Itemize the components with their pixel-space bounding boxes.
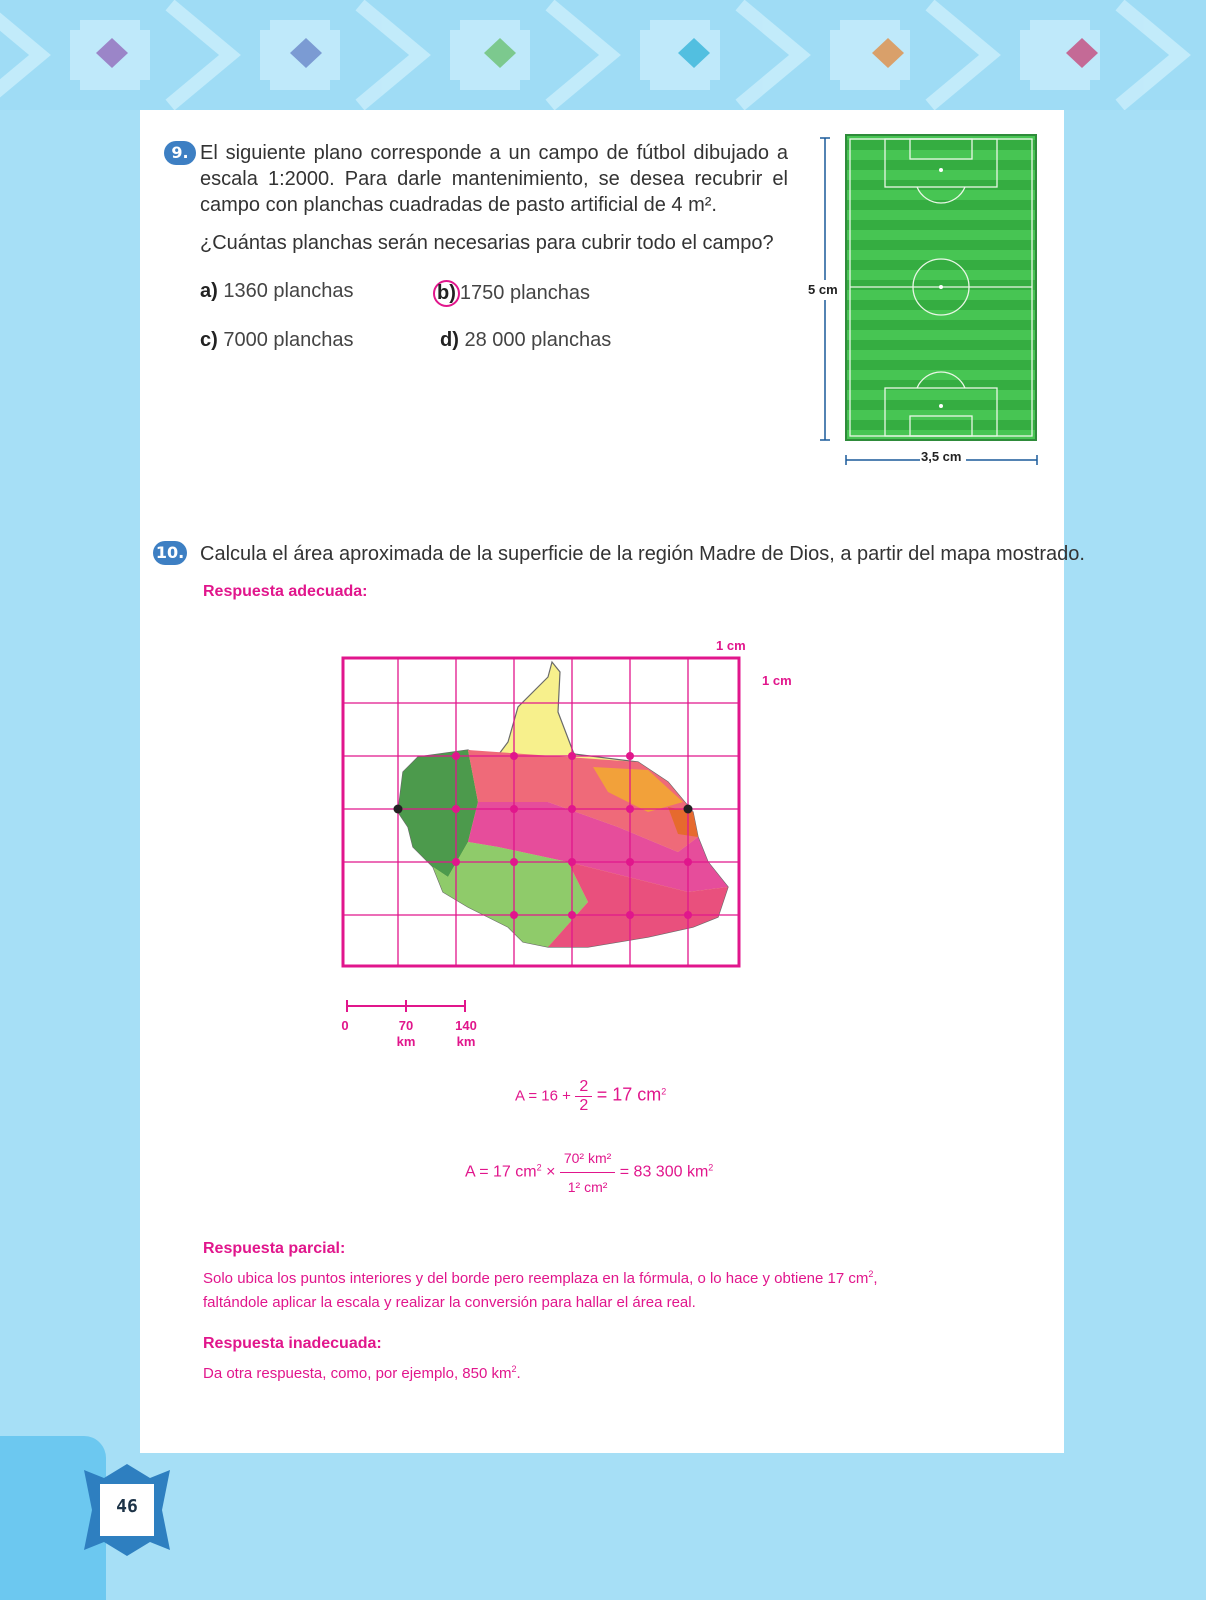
option-b-letter-circled: b) (433, 280, 460, 307)
formula2-lhs-exponent: 2 (536, 1162, 542, 1173)
soccer-field-figure (820, 130, 1060, 480)
inadequate-answer-title: Respuesta inadecuada: (203, 1335, 382, 1352)
decorative-banner (0, 0, 1206, 110)
formula1-rhs-exponent: 2 (661, 1086, 667, 1097)
madre-de-dios-grid-map (340, 655, 760, 1000)
option-b-text: 1750 planchas (459, 282, 590, 304)
partial-answer-exponent: 2 (868, 1269, 874, 1279)
inadequate-answer-text (203, 1357, 521, 1386)
formula-pick-theorem (515, 1078, 666, 1115)
option-c-letter: c) (200, 329, 218, 351)
option-d-text: 28 000 planchas (464, 329, 612, 351)
formula1-rhs: = 17 cm (596, 1084, 662, 1105)
partial-answer-title: Respuesta parcial: (203, 1240, 346, 1257)
width-label: 3,5 cm (921, 449, 962, 464)
region-map (398, 662, 728, 947)
question-10-text: Calcula el área aproximada de la superficie de la región Madre de Dios, a partir del mapa mostrado. (200, 543, 1085, 565)
grid-cell-height-label: 1 cm (762, 673, 792, 688)
scale-label-140-value: 140 (455, 1018, 477, 1033)
scale-bar (345, 1000, 470, 1012)
option-a-letter: a) (200, 280, 218, 302)
scale-label-0-value: 0 (341, 1018, 349, 1033)
formula2-lhs: A = 17 cm (465, 1163, 537, 1181)
formula1-fraction (575, 1078, 592, 1115)
option-c[interactable] (200, 329, 353, 352)
inadequate-answer-exponent: 2 (511, 1364, 517, 1374)
partial-answer-text (203, 1262, 1003, 1315)
option-a[interactable] (200, 280, 353, 303)
question-9-text: El siguiente plano corresponde a un campo de fútbol dibujado a escala 1:2000. Para darle mantenimiento, se desea recubrir el campo con planchas cuadradas de pasto artificial de 4 m². (200, 142, 788, 216)
scale-label-0 (335, 1018, 355, 1034)
formula2-rhs-exponent: 2 (708, 1162, 714, 1173)
height-label: 5 cm (808, 282, 838, 297)
grid-cell-width-label: 1 cm (716, 638, 746, 653)
formula1-lhs: A = 16 + (515, 1087, 571, 1105)
option-d[interactable] (440, 329, 611, 352)
formula1-numerator: 2 (575, 1078, 592, 1097)
formula2-numerator: 70² km² (560, 1150, 615, 1173)
option-d-letter: d) (440, 329, 459, 351)
scale-label-70-unit: km (396, 1034, 416, 1049)
scale-label-70-value: 70 (398, 1018, 414, 1033)
scale-label-70 (386, 1018, 426, 1050)
question-9-prompt: ¿Cuántas planchas serán necesarias para cubrir todo el campo? (200, 232, 774, 254)
inadequate-answer-end: . (516, 1365, 521, 1382)
scale-label-140-unit: km (456, 1034, 476, 1049)
partial-answer-line2: faltándole aplicar la escala y realizar la conversión para hallar el área real. (203, 1294, 696, 1311)
inadequate-answer-body: Da otra respuesta, como, por ejemplo, 850 km (203, 1365, 512, 1382)
question-10-badge: 10. (153, 541, 187, 565)
formula2-denominator: 1² cm² (567, 1179, 608, 1195)
option-b[interactable] (433, 280, 590, 307)
formula2-fraction (560, 1150, 615, 1195)
adequate-answer-title: Respuesta adecuada: (203, 583, 368, 600)
page-number: 46 (116, 1496, 138, 1517)
question-9-badge: 9. (164, 141, 196, 165)
option-c-text: 7000 planchas (223, 329, 354, 351)
formula2-rhs: = 83 300 km (619, 1163, 709, 1181)
formula1-denominator: 2 (579, 1097, 589, 1114)
option-a-text: 1360 planchas (223, 280, 354, 302)
formula2-times: × (546, 1163, 556, 1181)
partial-answer-line1: Solo ubica los puntos interiores y del borde pero reemplaza en la fórmula, o lo hace y obtiene 17 cm (203, 1270, 869, 1287)
partial-answer-line1-end: , (873, 1270, 878, 1287)
scale-label-140 (446, 1018, 486, 1050)
formula-scale-conversion (465, 1150, 713, 1195)
